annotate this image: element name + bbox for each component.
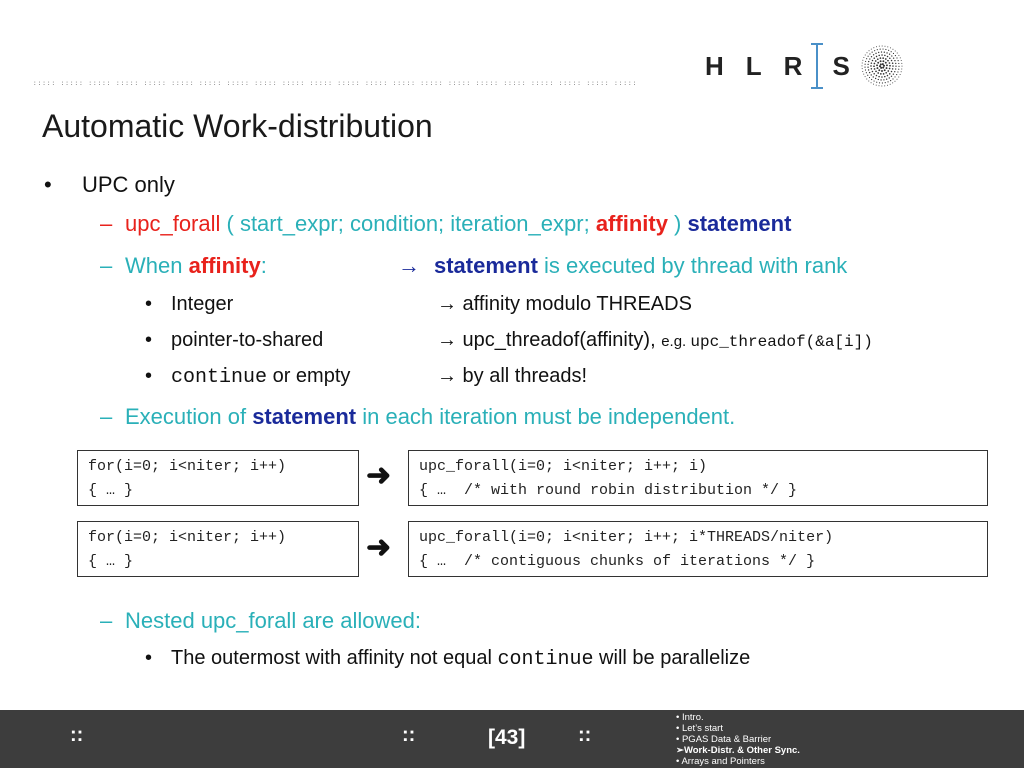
nav-item-lets-start[interactable]: • Let’s start <box>676 723 723 734</box>
footer-mark-left: :: <box>70 724 84 746</box>
logo-dot-sphere-icon <box>860 44 904 88</box>
logo-letter-l: L <box>745 50 784 81</box>
sub-bullet-pointer-result: → upc_threadof(affinity), e.g. upc_threadof(&a[i]) <box>437 329 873 351</box>
sub-bullet-integer: • Integer <box>145 293 234 315</box>
slide-title: Automatic Work-distribution <box>42 108 433 144</box>
logo-letter-h: H <box>705 50 746 81</box>
arrow-icon: ➜ <box>366 459 392 492</box>
bullet-upc-only: • UPC only <box>44 172 175 197</box>
decorative-dots: ::::: ::::: ::::: ::::: ::::: ::::: ::::: ::::: ::::: ::::: ::::: ::::: ::::: ::::: ::::: ::::: ::::: ::::: ::::: ::::: ::::: ::::: <box>33 80 638 87</box>
logo-letter-s: S <box>832 50 860 81</box>
page-number: [43] <box>488 726 526 749</box>
footer-mark-right: :: <box>578 724 592 746</box>
bullet-when-affinity-result: → statement is executed by thread with rank <box>398 253 848 278</box>
sub-bullet-outermost: • The outermost with affinity not equal continue will be parallelize <box>145 647 751 671</box>
hlrs-logo <box>705 40 960 92</box>
sub-bullet-continue: • continue or empty <box>145 365 351 389</box>
nav-item-intro[interactable]: • Intro. <box>676 712 704 723</box>
bullet-when-affinity: – When affinity: <box>100 253 267 278</box>
sub-bullet-pointer: • pointer-to-shared <box>145 329 324 351</box>
bullet-forall-syntax: – upc_forall ( start_expr; condition; iteration_expr; affinity ) statement <box>100 211 792 236</box>
bullet-execution: – Execution of statement in each iteration must be independent. <box>100 404 736 429</box>
logo-letter-r: R <box>783 50 811 81</box>
nav-item-work-distr[interactable]: ➢Work-Distr. & Other Sync. <box>676 745 800 756</box>
code-box-forall-chunks: upc_forall(i=0; i<niter; i++; i*THREADS/niter) { … /* contiguous chunks of iterations */ } <box>408 521 988 577</box>
code-box-for-loop-1: for(i=0; i<niter; i++) { … } <box>77 450 359 506</box>
logo-bar <box>816 43 818 89</box>
footer-bar <box>0 710 1024 768</box>
code-box-forall-round-robin: upc_forall(i=0; i<niter; i++; i) { … /* with round robin distribution */ } <box>408 450 988 506</box>
code-box-for-loop-2: for(i=0; i<niter; i++) { … } <box>77 521 359 577</box>
nav-item-pgas[interactable]: • PGAS Data & Barrier <box>676 734 772 745</box>
footer-nav <box>676 712 800 767</box>
sub-bullet-continue-result: → by all threads! <box>437 365 588 387</box>
nav-item-arrays[interactable]: • Arrays and Pointers <box>676 756 765 767</box>
sub-bullet-integer-result: → affinity modulo THREADS <box>437 293 692 315</box>
bullet-nested-forall: – Nested upc_forall are allowed: <box>100 608 421 633</box>
footer-mark-center: :: <box>402 724 416 746</box>
arrow-icon: ➜ <box>366 531 392 564</box>
